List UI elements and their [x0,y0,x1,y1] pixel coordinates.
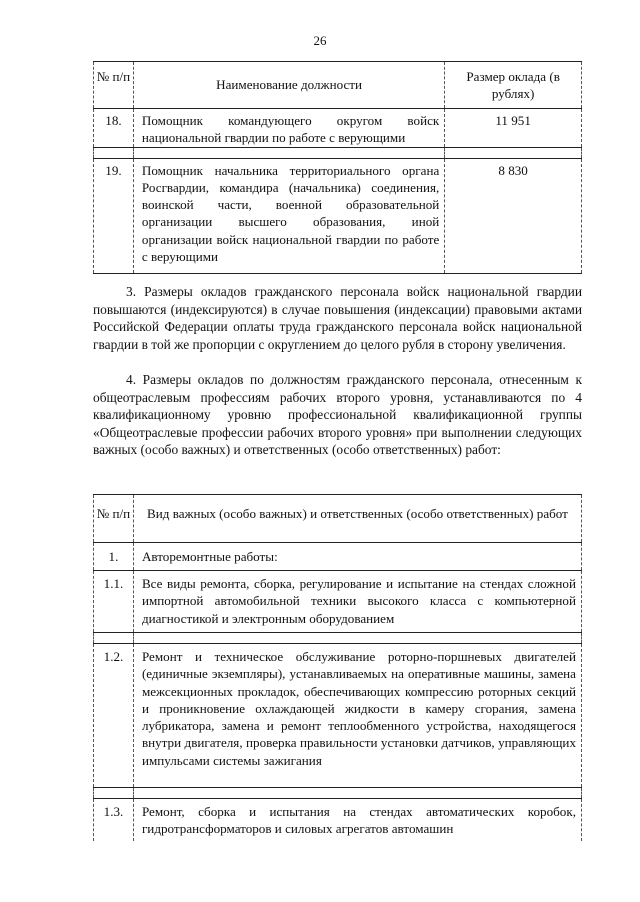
works-table [93,494,582,841]
row-num: 1.3. [94,799,134,841]
row-num: 1.1. [94,571,134,633]
row-work-text: Авторемонтные работы: [133,543,581,571]
row-num: 19. [94,158,134,273]
row-position-name: Помощник начальника территориального органа Росгвардии, командира (начальника) соединения, воинской части, военной образовательной организации высшего образования, иной организации войск национальной гвардии по работе с верующими [133,158,444,273]
table-row [94,158,582,273]
header-salary: Размер оклада (в рублях) [445,62,582,109]
row-work-text: Все виды ремонта, сборка, регулирование и испытание на стендах сложной импортной автомобильной техники высокого класса с компьютерной диагностикой и электронным оборудованием [133,571,581,633]
table-spacer-row [94,788,582,799]
header-num: № п/п [94,62,134,109]
page-number: 26 [313,33,327,48]
header-position-name: Наименование должности [133,62,444,109]
header-work-type: Вид важных (особо важных) и ответственных (особо ответственных) работ [133,495,581,543]
salary-table [93,61,582,274]
paragraph-4: 4. Размеры окладов по должностям гражданского персонала, отнесенным к общеотраслевым профессиям рабочих второго уровня, устанавливаются по 4 квалификационному уровню профессиональной квалификационной группы «Общеотраслевые профессии рабочих второго уровня» при выполнении следующих важных (особо важных) и ответственных (особо ответственных) работ: [93,372,582,458]
table-spacer-row [94,147,582,158]
table-row [94,109,582,148]
table-row [94,799,582,841]
table-row [94,543,582,571]
row-position-name: Помощник командующего округом войск национальной гвардии по работе с верующими [133,109,444,148]
header-num: № п/п [94,495,134,543]
table-header-row [94,495,582,543]
row-num: 18. [94,109,134,148]
table-row [94,571,582,633]
table-row [94,644,582,788]
table-spacer-row [94,633,582,644]
table-header-row [94,62,582,109]
row-work-text: Ремонт и техническое обслуживание роторно-поршневых двигателей (единичные экземпляры), устанавливаемых на оперативные машины, замена межсекционных прокладок, обеспечивающих компрессию роторных секций и проникновение охлаждающей жидкости в камеру сгорания, замена лубрикатора, замена и ремонт теплообменного устройства, находящегося внутри двигателя, проверка правильности установки датчиков, управляющих импульсами системы зажигания [133,644,581,788]
paragraph-3: 3. Размеры окладов гражданского персонала войск национальной гвардии повышаются (индексируются) в случае повышения (индексации) правовыми актами Российской Федерации оплаты труда гражданского персонала войск национальной гвардии в той же пропорции с округлением до целого рубля в сторону увеличения. [93,284,582,352]
row-num: 1.2. [94,644,134,788]
row-salary: 8 830 [445,158,582,273]
row-work-text: Ремонт, сборка и испытания на стендах автоматических коробок, гидротрансформаторов и силовых агрегатов автомашин [133,799,581,841]
row-num: 1. [94,543,134,571]
row-salary: 11 951 [445,109,582,148]
